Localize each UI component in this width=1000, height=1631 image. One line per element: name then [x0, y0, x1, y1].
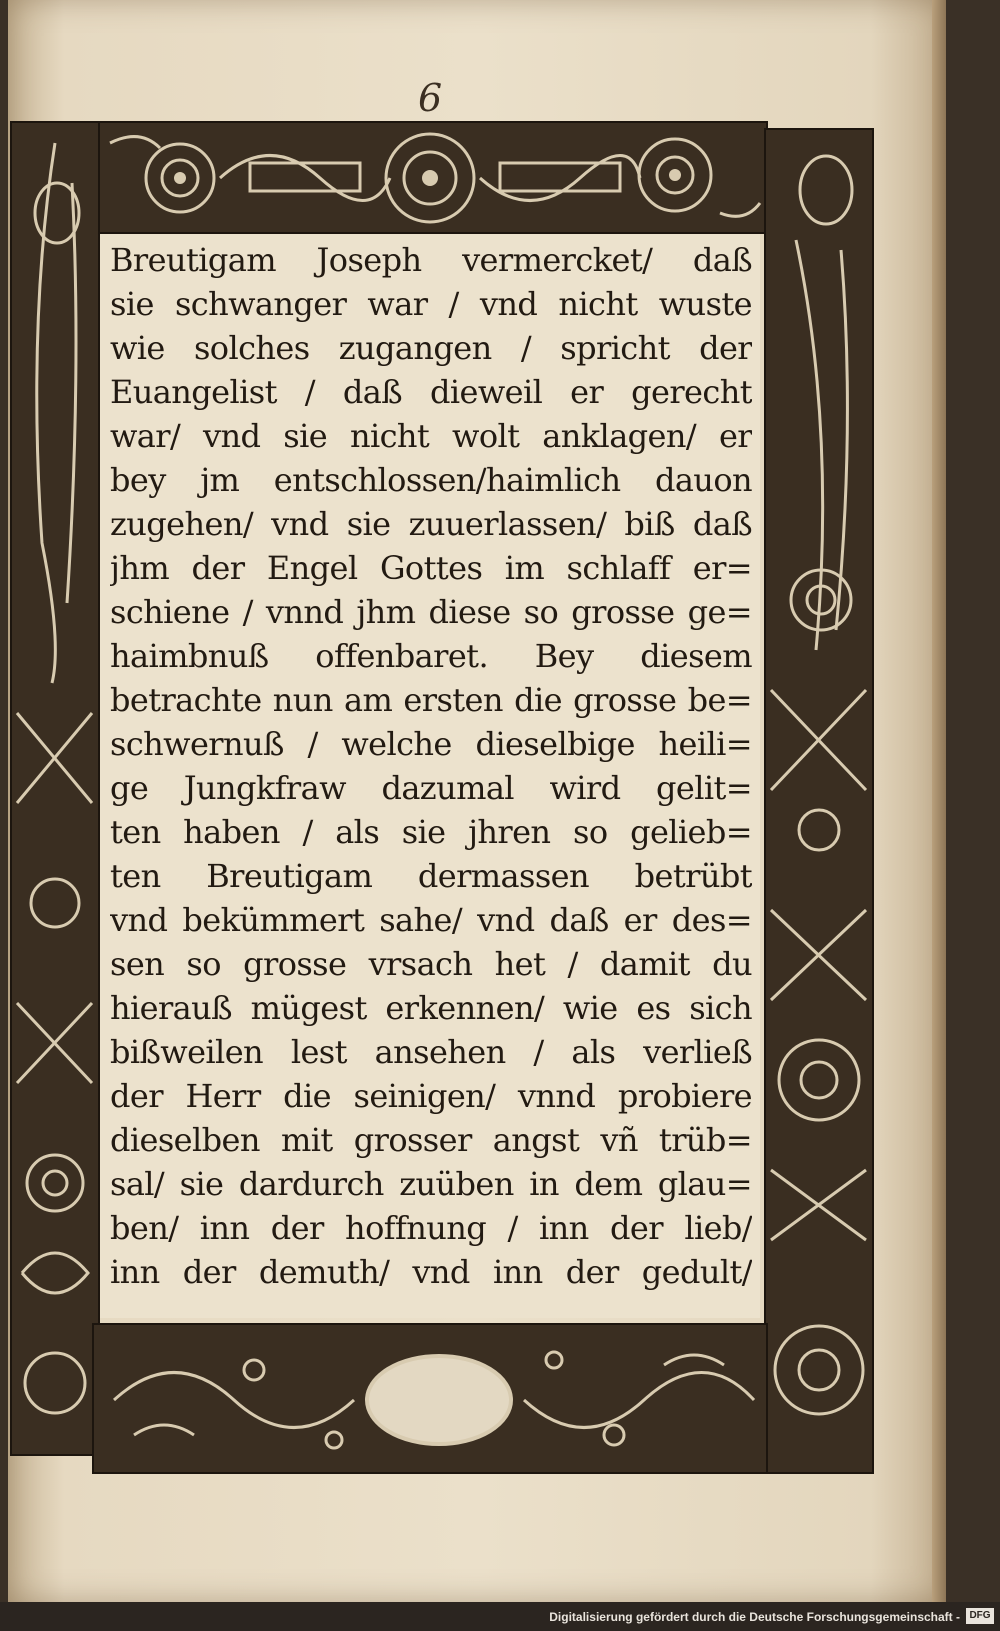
text-line: ten Breutigam dermassen betrübt	[110, 857, 752, 895]
text-line: sen so grosse vrsach het / damit du	[110, 945, 752, 983]
page-number: 6	[418, 76, 443, 120]
woodcut-border-left	[10, 121, 100, 1456]
text-line: sal/ sie dardurch zuüben in dem glau=	[110, 1165, 752, 1203]
text-line: betrachte nun am ersten die grosse be=	[110, 681, 752, 719]
text-line: wie solches zugangen / spricht der	[110, 329, 752, 367]
text-line: haimbnuß offenbaret. Bey diesem	[110, 637, 752, 675]
page-edge	[932, 0, 946, 1602]
woodcut-border-top	[98, 121, 768, 234]
text-line: schiene / vnnd jhm diese so grosse ge=	[110, 593, 752, 631]
dfg-logo: DFG	[966, 1608, 994, 1624]
text-line: bey jm entschlossen/haimlich dauon	[110, 461, 752, 499]
text-line: ben/ inn der hoffnung / inn der lieb/	[110, 1209, 752, 1247]
text-line: bißweilen lest ansehen / als verließ	[110, 1033, 752, 1071]
digitization-footer	[0, 1602, 1000, 1631]
text-line: Breutigam Joseph vermercket/ daß	[110, 241, 752, 279]
text-line: der Herr die seinigen/ vnnd probiere	[110, 1077, 752, 1115]
text-line: dieselben mit grosser angst vñ trüb=	[110, 1121, 752, 1159]
text-line: war/ vnd sie nicht wolt anklagen/ er	[110, 417, 752, 455]
printed-text-block	[100, 234, 760, 1318]
text-line: hierauß mügest erkennen/ wie es sich	[110, 989, 752, 1027]
funding-credit: Digitalisierung gefördert durch die Deutsche Forschungsgemeinschaft -	[549, 1610, 960, 1624]
text-line: ten haben / als sie jhren so gelieb=	[110, 813, 752, 851]
woodcut-border-bottom	[92, 1323, 768, 1474]
text-line: jhm der Engel Gottes im schlaff er=	[110, 549, 752, 587]
text-line: vnd bekümmert sahe/ vnd daß er des=	[110, 901, 752, 939]
text-line: schwernuß / welche dieselbige heili=	[110, 725, 752, 763]
text-line: zugehen/ vnd sie zuuerlassen/ biß daß	[110, 505, 752, 543]
text-line: Euangelist / daß dieweil er gerecht	[110, 373, 752, 411]
text-line: inn der demuth/ vnd inn der gedult/	[110, 1253, 752, 1291]
woodcut-border-right	[764, 128, 874, 1474]
text-line: ge Jungkfraw dazumal wird gelit=	[110, 769, 752, 807]
text-line: sie schwanger war / vnd nicht wuste	[110, 285, 752, 323]
